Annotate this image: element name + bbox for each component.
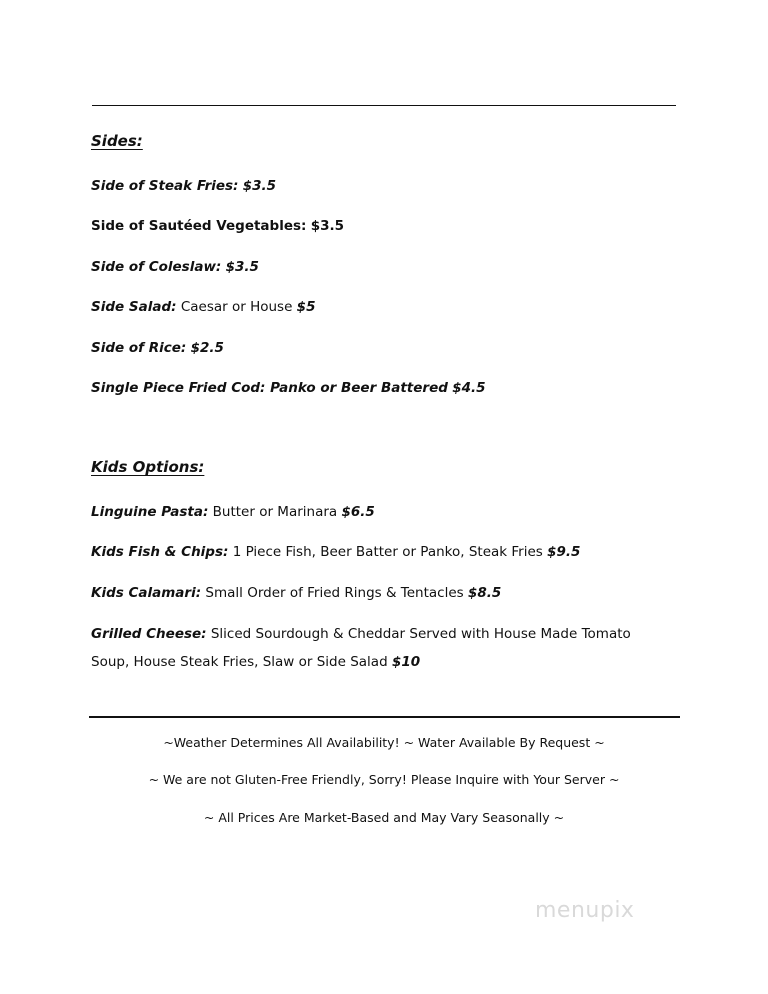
item-name: Kids Fish & Chips: xyxy=(91,544,229,560)
item-price: $3.5 xyxy=(225,259,259,275)
item-price: $6.5 xyxy=(341,504,375,520)
menu-item-kids-fish-chips xyxy=(91,538,681,566)
top-divider xyxy=(92,105,676,106)
menu-item-steak-fries xyxy=(91,172,681,200)
item-price: $8.5 xyxy=(468,585,502,601)
menu-item-rice xyxy=(91,334,681,362)
item-price: $2.5 xyxy=(190,340,224,356)
note-availability: ~Weather Determines All Availability! ~ Water Available By Request ~ xyxy=(163,735,605,750)
item-name: Grilled Cheese: xyxy=(91,626,207,642)
menu-item-linguine-pasta xyxy=(91,498,681,526)
item-name: Side of Steak Fries: xyxy=(91,178,239,194)
item-name: Side of Coleslaw: xyxy=(91,259,222,275)
item-name: Side of Rice: xyxy=(91,340,187,356)
item-name: Side Salad: xyxy=(91,299,177,315)
menu-item-sauteed-vegetables xyxy=(91,212,681,240)
menu-item-coleslaw xyxy=(91,253,681,281)
sides-heading: Sides: xyxy=(91,132,143,150)
item-name: Kids Calamari: xyxy=(91,585,202,601)
bottom-divider xyxy=(89,716,680,718)
note-gluten: ~ We are not Gluten-Free Friendly, Sorry! Please Inquire with Your Server ~ xyxy=(148,772,620,787)
item-description: Small Order of Fried Rings & Tentacles xyxy=(205,585,464,601)
kids-options-heading: Kids Options: xyxy=(91,458,205,476)
menupix-watermark: menupix xyxy=(535,898,635,923)
item-price: $5 xyxy=(296,299,316,315)
item-description: 1 Piece Fish, Beer Batter or Panko, Steak Fries xyxy=(232,544,543,560)
menu-item-kids-calamari xyxy=(91,579,681,607)
item-price: $4.5 xyxy=(452,380,486,396)
item-description: Caesar or House xyxy=(180,299,293,315)
item-price: $3.5 xyxy=(310,218,345,234)
item-name: Single Piece Fried Cod: Panko or Beer Battered xyxy=(91,380,448,396)
item-name: Side of Sautéed Vegetables: xyxy=(91,218,307,234)
item-name: Linguine Pasta: xyxy=(91,504,209,520)
menu-item-side-salad xyxy=(91,293,681,321)
item-price: $10 xyxy=(391,654,421,670)
item-price: $3.5 xyxy=(242,178,277,194)
item-description: Butter or Marinara xyxy=(212,504,338,520)
item-price: $9.5 xyxy=(547,544,581,560)
menu-item-grilled-cheese xyxy=(91,620,651,676)
note-prices: ~ All Prices Are Market-Based and May Vary Seasonally ~ xyxy=(203,810,565,825)
menu-item-fried-cod xyxy=(91,374,681,402)
item-description: Sliced Sourdough & Cheddar Served with House Made Tomato Soup, House Steak Fries, Slaw or Side Salad xyxy=(91,626,631,670)
